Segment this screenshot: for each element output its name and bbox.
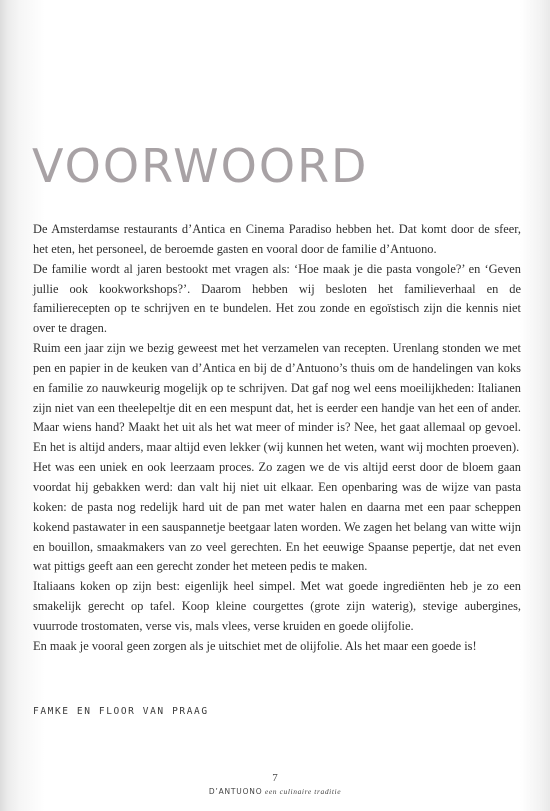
paragraph: Ruim een jaar zijn we bezig geweest met het verzamelen van recepten. Urenlang stonden we met pen en papier in de keuken van d’Antica en bij de d’Antuono’s thuis om de handelingen van koks en familie zo nauwkeurig mogelijk op te schrijven. Dat gaf nog wel eens moeilijkheden: Italianen zijn niet van een theelepeltje dit en een mespunt dat, het is eerder een handje van het een of ander. Maar wiens hand? Maakt het uit als het wat meer of minder is? Nee, het gaat allemaal op gevoel. En het is altijd anders, maar altijd even lekker (wij kunnen het weten, want wij mochten proeven).: [33, 341, 521, 455]
paragraph: Italiaans koken op zijn best: eigenlijk heel simpel. Met wat goede ingrediënten heb je zo een smakelijk gerecht op tafel. Koop kleine courgettes (grote zijn waterig), stevige aubergines, vuurrode trostomaten, verse vis, mals vlees, verse kruiden en goede olijfolie.: [33, 579, 521, 633]
paragraph: De Amsterdamse restaurants d’Antica en Cinema Paradiso hebben het. Dat komt door de sfeer, het eten, het personeel, de beroemde gasten en vooral door de familie d’Antuono.: [33, 222, 521, 256]
page-footer: [0, 772, 550, 797]
footer-brand: D’ANTUONO: [208, 787, 263, 796]
running-footer: [0, 787, 550, 797]
paragraph: Het was een uniek en ook leerzaam proces. Zo zagen we de vis altijd eerst door de bloem gaan voordat hij gebakken werd: dan valt hij niet uit elkaar. Een openbaring was de wijze van pasta koken: de pasta nog redelijk hard uit de pan met water halen en daarna met een paar scheppen kokend pastawater in een sauspannetje beetgaar laten worden. We zagen het belang van witte wijn en bouillon, smaakmakers van zo veel gerechten. En het eeuwige Spaanse pepertje, dat net even wat pittigs geeft aan een gerecht zonder het meteen pedis te maken.: [33, 460, 521, 574]
page-title: VOORWOORD: [32, 139, 369, 193]
foreword-text: [33, 220, 521, 657]
paragraph: De familie wordt al jaren bestookt met vragen als: ‘Hoe maak je die pasta vongole?’ en ‘Geven jullie ook kookworkshops?’. Daarom hebben wij besloten het familieverhaal en de familierecepten op te schrijven en te bundelen. Het zou zonde en egoïstisch zijn die kennis niet over te dragen.: [33, 261, 521, 336]
page-number: 7: [272, 772, 278, 784]
footer-tagline: een culinaire traditie: [264, 787, 342, 796]
paragraph: En maak je vooral geen zorgen als je uitschiet met de olijfolie. Als het maar een goede is!: [33, 638, 477, 653]
author-signature: FAMKE EN FLOOR VAN PRAAG: [33, 706, 209, 717]
